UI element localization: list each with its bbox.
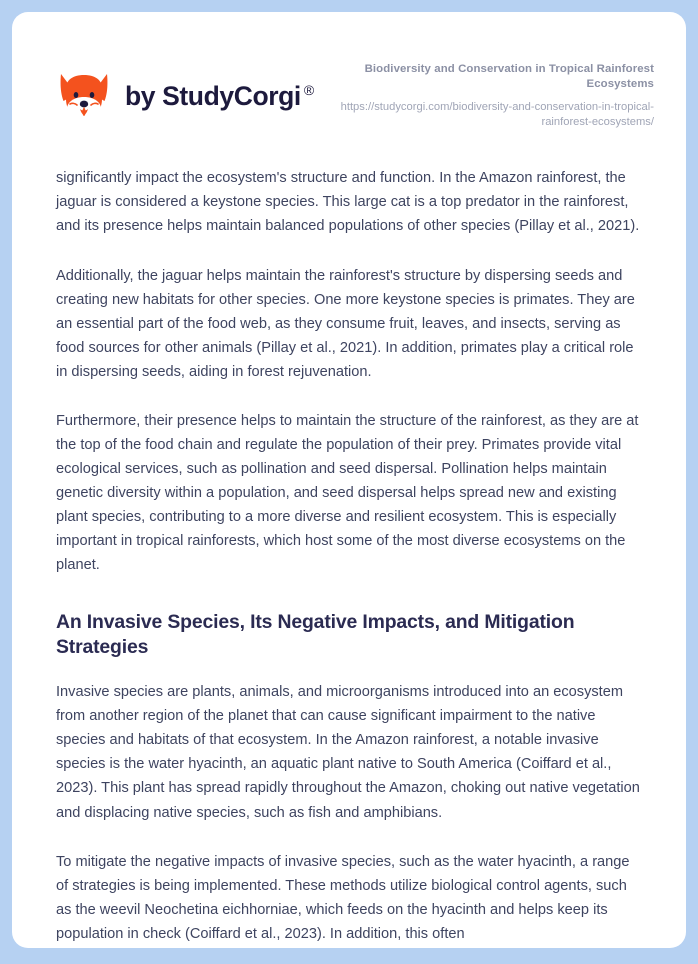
- document-body: [12, 130, 686, 946]
- paragraph-3: Furthermore, their presence helps to maintain the structure of the rainforest, as they are at the top of the food chain and regulate the population of their prey. Primates provide vital ecological services, such as pollination and seed dispersal. Pollination helps maintain genetic diversity within a population, and seed dispersal helps spread new and existing plant species, contributing to a more diverse and resilient ecosystem. This is especially important in tropical rainforests, which host some of the most diverse ecosystems on the planet.: [56, 412, 639, 574]
- paragraph-4: Invasive species are plants, animals, and microorganisms introduced into an ecosystem from another region of the planet that can cause significant impairment to the native species and habitats of that ecosystem. In the Amazon rainforest, a notable invasive species is the water hyacinth, an aquatic plant native to South America (Coiffard et al., 2023). This plant has spread rapidly throughout the Amazon, choking out native vegetation and displacing native species, such as fish and amphibians.: [56, 684, 640, 821]
- brand-wordmark: [125, 80, 314, 111]
- paragraph-5: To mitigate the negative impacts of invasive species, such as the water hyacinth, a range of strategies is being implemented. These methods utilize biological control agents, such as the weevil Neochetina eichhorniae, which feeds on the hyacinth and helps keep its population in check (Coiffard et al., 2023). In addition, this often: [56, 853, 630, 942]
- document-title: Biodiversity and Conservation in Tropical Rainforest Ecosystems: [364, 63, 654, 91]
- header-meta: [324, 60, 654, 130]
- registered-trademark-icon: ®: [303, 81, 314, 98]
- document-paper-card: [12, 12, 686, 948]
- brand-block[interactable]: [56, 60, 314, 124]
- section-heading: An Invasive Species, Its Negative Impacts, and Mitigation Strategies: [56, 611, 575, 659]
- document-header: [12, 12, 686, 130]
- corgi-face-logo-icon: [56, 68, 112, 124]
- brand-text: by StudyCorgi: [125, 80, 301, 111]
- document-url[interactable]: https://studycorgi.com/biodiversity-and-conservation-in-tropical-rainforest-ecosystems/: [340, 101, 654, 129]
- paragraph-1: significantly impact the ecosystem's structure and function. In the Amazon rainforest, the jaguar is considered a keystone species. This large cat is a top predator in the rainforest, and its presence helps maintain balanced populations of other species (Pillay et al., 2021).: [56, 170, 640, 235]
- paragraph-2: Additionally, the jaguar helps maintain the rainforest's structure by dispersing seeds and creating new habitats for other species. One more keystone species is primates. They are an essential part of the food web, as they consume fruit, leaves, and insects, serving as food sources for other animals (Pillay et al., 2021). In addition, primates play a critical role in dispersing seeds, aiding in forest rejuvenation.: [56, 267, 635, 380]
